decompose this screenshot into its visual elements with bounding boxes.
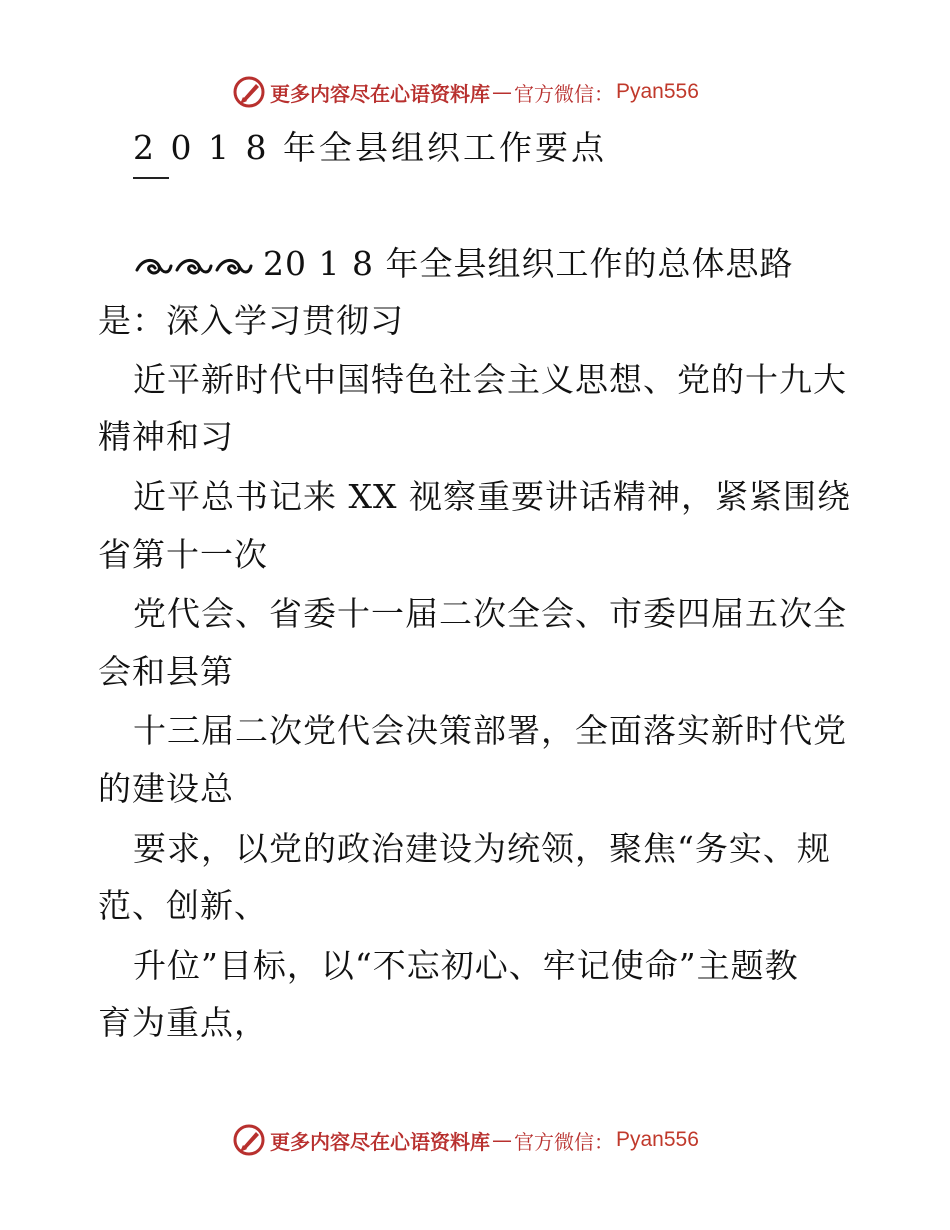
document-line: 党代会、省委十一届二次全会、市委四届五次全 [133, 594, 847, 633]
banner-separator: — [492, 1128, 512, 1152]
document-line: 是：深入学习贯彻习 [98, 301, 404, 340]
document-line: 要求，以党的政治建设为统领，聚焦“务实、规 [133, 829, 831, 868]
document-line-text: 20 1 8 年全县组织工作的总体思路 [263, 244, 794, 283]
section-mark [133, 177, 169, 179]
header-banner [232, 72, 699, 112]
quill-pen-logo-icon [232, 75, 266, 109]
document-line: 省第十一次 [98, 535, 268, 574]
document-title: 2 0 1 8 年全县组织工作要点 [133, 128, 607, 167]
document-line: 会和县第 [98, 652, 234, 691]
document-line: 范、创新、 [98, 886, 268, 925]
footer-banner [232, 1120, 699, 1160]
banner-separator: — [492, 80, 512, 104]
document-line: 精神和习 [98, 417, 234, 456]
document-line [133, 244, 793, 286]
banner-brand-text: 更多内容尽在心语资料库 [270, 81, 490, 106]
document-line: 十三届二次党代会决策部署，全面落实新时代党 [133, 711, 847, 750]
document-line: 育为重点， [98, 1003, 268, 1042]
banner-wechat-id: Pyan556 [616, 1128, 699, 1151]
banner-official-label: 官方微信： [514, 1129, 614, 1154]
fleuron-ornament-icon [133, 252, 255, 280]
document-line: 的建设总 [98, 769, 234, 808]
document-line: 近平新时代中国特色社会主义思想、党的十九大 [133, 360, 847, 399]
document-line: 升位”目标，以“不忘初心、牢记使命”主题教 [133, 946, 799, 985]
banner-brand-text: 更多内容尽在心语资料库 [270, 1129, 490, 1154]
banner-wechat-id: Pyan556 [616, 80, 699, 103]
quill-pen-logo-icon [232, 1123, 266, 1157]
banner-official-label: 官方微信： [514, 81, 614, 106]
document-line: 近平总书记来 XX 视察重要讲话精神，紧紧围绕 [133, 477, 851, 516]
